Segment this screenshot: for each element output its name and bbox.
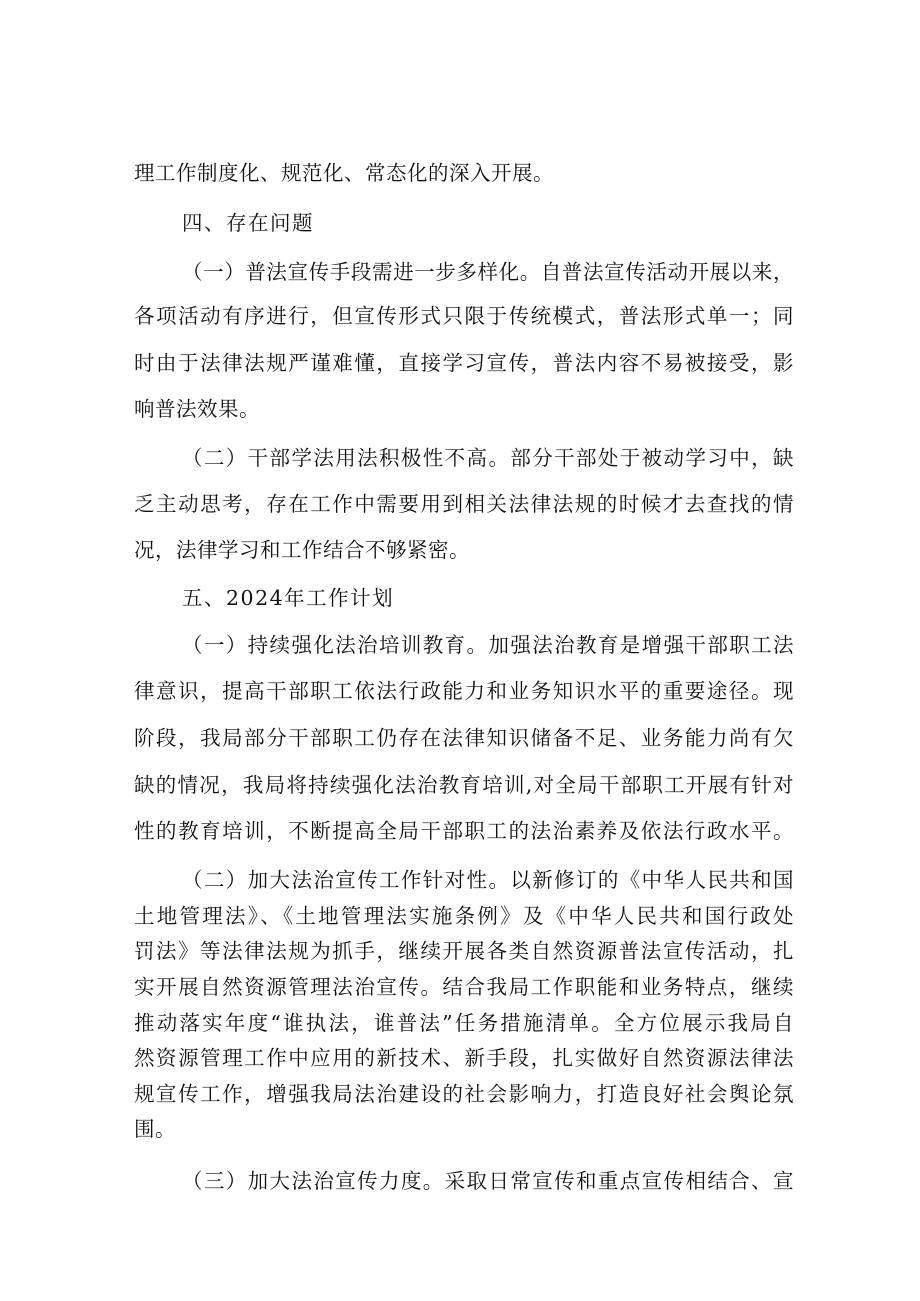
paragraph-line: （一）普法宣传手段需进一步多样化。自普法宣传活动开展以来， [182,260,794,284]
paragraph-line: 性的教育培训，不断提高全局干部职工的法治素养及依法行政水平。 [134,819,794,843]
paragraph-line: 理工作制度化、规范化、常态化的深入开展。 [134,161,554,185]
section-heading-problems: 四、存在问题 [182,211,314,235]
paragraph-line: 土地管理法》、《土地管理法实施条例》及《中华人民共和国行政处 [134,904,794,928]
paragraph-line: （三）加大法治宣传力度。采取日常宣传和重点宣传相结合、宣 [182,1169,794,1193]
paragraph-line: 罚法》等法律法规为抓手，继续开展各类自然资源普法宣传活动，扎 [134,939,794,963]
paragraph-line: （二）干部学法用法积极性不高。部分干部处于被动学习中，缺 [182,446,794,470]
paragraph-line: 围。 [134,1117,176,1141]
paragraph-line: 规宣传工作，增强我局法治建设的社会影响力，打造良好社会舆论氛 [134,1082,794,1106]
section-heading-plan: 五、2024年工作计划 [182,586,395,610]
paragraph-line: 时由于法律法规严谨难懂，直接学习宣传，普法内容不易被接受，影 [134,351,794,375]
paragraph-line: 况，法律学习和工作结合不够紧密。 [134,538,470,562]
paragraph-line: 乏主动思考，存在工作中需要用到相关法律法规的时候才去查找的情 [134,492,794,516]
paragraph-line: 响普法效果。 [134,397,260,421]
paragraph-line: 律意识，提高干部职工依法行政能力和业务知识水平的重要途径。现 [134,679,794,703]
paragraph-line: 然资源管理工作中应用的新技术、新手段，扎实做好自然资源法律法 [134,1046,794,1070]
paragraph-line: 实开展自然资源管理法治宣传。结合我局工作职能和业务特点，继续 [134,975,794,999]
paragraph-line: （一）持续强化法治培训教育。加强法治教育是增强干部职工法 [182,633,794,657]
paragraph-line: 缺的情况，我局将持续强化法治教育培训,对全局干部职工开展有针对 [134,773,794,797]
paragraph-line: 各项活动有序进行，但宣传形式只限于传统模式，普法形式单一；同 [134,304,794,328]
paragraph-line: （二）加大法治宣传工作针对性。以新修订的《中华人民共和国 [182,868,794,892]
paragraph-line: 推动落实年度“谁执法，谁普法”任务措施清单。全方位展示我局自 [134,1011,794,1035]
paragraph-line: 阶段，我局部分干部职工仍存在法律知识储备不足、业务能力尚有欠 [134,726,794,750]
